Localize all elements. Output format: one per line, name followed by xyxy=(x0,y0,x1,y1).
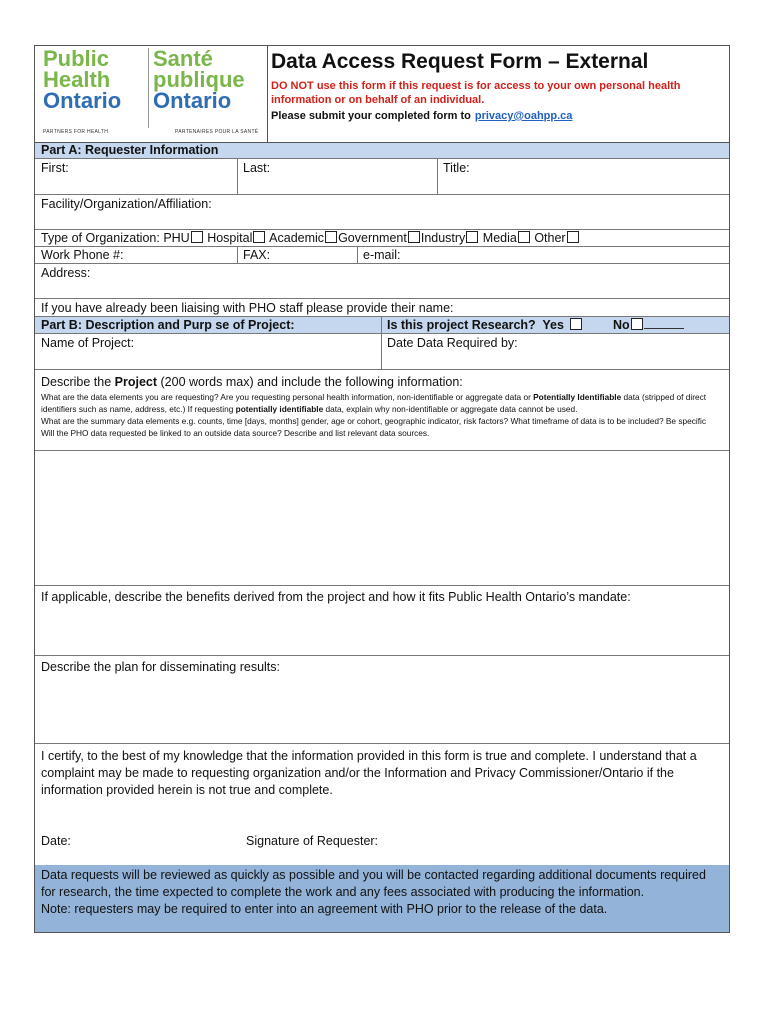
org-type-row xyxy=(35,230,729,247)
summary-elements-question: What are the summary data elements e.g. counts, time [days, months] gender, age or cohort, geographic indicator, risk factors? What timeframe of data is to be included? Be specific xyxy=(41,416,707,426)
q1-a: What are the data elements you are requesting? Are you requesting personal health information, non-identifiable or aggregate data or xyxy=(41,392,534,402)
research-question-label: Is this project Research? xyxy=(387,318,536,332)
org-type-academic-label: Academic xyxy=(269,231,325,245)
submit-text: Please submit your completed form to xyxy=(271,110,471,122)
data-linkage-question: Will the PHO data requested be linked to an outside data source? Describe and list relevant data sources. xyxy=(41,428,430,438)
name-row xyxy=(35,159,729,195)
q1-d: potentially identifiable xyxy=(235,404,324,414)
logo-french xyxy=(153,48,245,111)
logo-en-line3: Ontario xyxy=(43,88,122,113)
research-no xyxy=(613,318,684,332)
org-type-government-label: Government xyxy=(338,231,407,245)
org-type-label: Type of Organization: xyxy=(41,231,160,245)
form-title: Data Access Request Form – External xyxy=(271,50,649,73)
part-a-heading: Part A: Requester Information xyxy=(41,143,219,157)
work-phone-label: Work Phone #: xyxy=(41,248,124,262)
liaising-row xyxy=(35,299,729,317)
q1-c: data (stripped of direct identifiers such as name, address, etc.) If requesting xyxy=(41,392,707,414)
privacy-email-link[interactable]: privacy@oahpp.ca xyxy=(474,110,573,122)
data-elements-question xyxy=(41,391,723,415)
part-a-heading-row xyxy=(35,143,729,159)
logo-divider xyxy=(148,48,149,128)
dissemination-row xyxy=(35,656,729,744)
project-description-prompt xyxy=(41,375,723,389)
part-b-heading-row xyxy=(35,317,729,334)
review-notice-text: Data requests will be reviewed as quickly as possible and you will be contacted regarding additional documents required for research, the time expected to complete the work and any fees associated with producing the information. xyxy=(41,868,706,899)
describe-bold: Project xyxy=(114,375,158,389)
project-name-label: Name of Project: xyxy=(41,336,135,350)
logo-en-line2: Health xyxy=(43,67,111,92)
title-label: Title: xyxy=(443,161,470,175)
last-name-label: Last: xyxy=(243,161,271,175)
q1-e: data, explain why non-identifiable or aggregate data cannot be used. xyxy=(323,404,578,414)
part-b-heading: Part B: Description and Purp se of Project: xyxy=(41,318,295,332)
org-type-other-checkbox[interactable] xyxy=(567,231,579,243)
org-type-hospital-label: Hospital xyxy=(207,231,253,245)
describe-pre: Describe the xyxy=(41,375,115,389)
org-type-other-label: Other xyxy=(534,231,566,245)
benefits-label: If applicable, describe the benefits derived from the project and how it fits Public Health Ontario’s mandate: xyxy=(41,590,631,604)
org-type-industry-label: Industry xyxy=(420,231,466,245)
email-label: e-mail: xyxy=(363,248,401,262)
data-access-request-form xyxy=(34,45,730,933)
form-header xyxy=(35,46,729,143)
org-type-media-checkbox[interactable] xyxy=(518,231,530,243)
personal-info-warning: DO NOT use this form if this request is for access to your own personal health information or on behalf of an individual. xyxy=(271,80,681,106)
describe-post: (200 words max) and include the following information: xyxy=(157,375,463,389)
address-row xyxy=(35,264,729,299)
research-no-checkbox[interactable] xyxy=(631,318,643,330)
project-description-block xyxy=(41,375,723,439)
research-yes-label: Yes xyxy=(542,318,564,332)
description-answer-divider xyxy=(35,450,729,451)
org-type-media-label: Media xyxy=(482,231,517,245)
contact-row xyxy=(35,247,729,264)
date-label: Date: xyxy=(41,834,71,848)
signature-label: Signature of Requester: xyxy=(246,834,379,848)
facility-label: Facility/Organization/Affiliation: xyxy=(41,197,212,211)
certification-row xyxy=(35,744,729,865)
research-no-label: No xyxy=(613,318,630,332)
project-description-row xyxy=(35,370,729,586)
pho-logo xyxy=(35,46,268,142)
logo-english xyxy=(43,48,121,111)
liaising-label: If you have already been liaising with PHO staff please provide their name: xyxy=(41,301,454,315)
org-type-government-checkbox[interactable] xyxy=(408,231,420,243)
logo-fr-tagline: PARTENAIRES POUR LA SANTÉ xyxy=(175,129,259,135)
logo-en-line1: Public xyxy=(43,46,110,71)
research-yes-checkbox[interactable] xyxy=(570,318,582,330)
fax-label: FAX: xyxy=(243,248,271,262)
address-label: Address: xyxy=(41,266,91,280)
org-type-phu-label: PHU xyxy=(163,231,190,245)
header-title-block xyxy=(271,50,725,122)
project-name-row xyxy=(35,334,729,370)
q1-b: Potentially Identifiable xyxy=(533,392,622,402)
first-name-label: First: xyxy=(41,161,69,175)
logo-fr-line2: publique xyxy=(153,67,245,92)
facility-row xyxy=(35,195,729,230)
org-type-industry-checkbox[interactable] xyxy=(466,231,478,243)
agreement-note: Note: requesters may be required to enter into an agreement with PHO prior to the release of the data. xyxy=(41,902,608,916)
submit-instructions xyxy=(271,110,725,122)
research-no-line xyxy=(644,318,684,329)
review-notice xyxy=(35,865,729,932)
logo-fr-line1: Santé xyxy=(153,46,213,71)
org-type-hospital-checkbox[interactable] xyxy=(253,231,265,243)
date-required-label: Date Data Required by: xyxy=(387,336,518,350)
logo-en-tagline: PARTNERS FOR HEALTH xyxy=(43,129,109,135)
certification-statement: I certify, to the best of my knowledge that the information provided in this form is true and complete. I understand that a complaint may be made to requesting organization and/or the Information and Privacy Commissioner/Ontario if the information provided herein is not true and complete. xyxy=(41,749,697,797)
benefits-row xyxy=(35,586,729,656)
logo-fr-line3: Ontario xyxy=(153,88,232,113)
org-type-group xyxy=(41,231,580,245)
org-type-academic-checkbox[interactable] xyxy=(325,231,337,243)
research-question xyxy=(387,318,583,332)
org-type-phu-checkbox[interactable] xyxy=(191,231,203,243)
dissemination-label: Describe the plan for disseminating results: xyxy=(41,660,281,674)
